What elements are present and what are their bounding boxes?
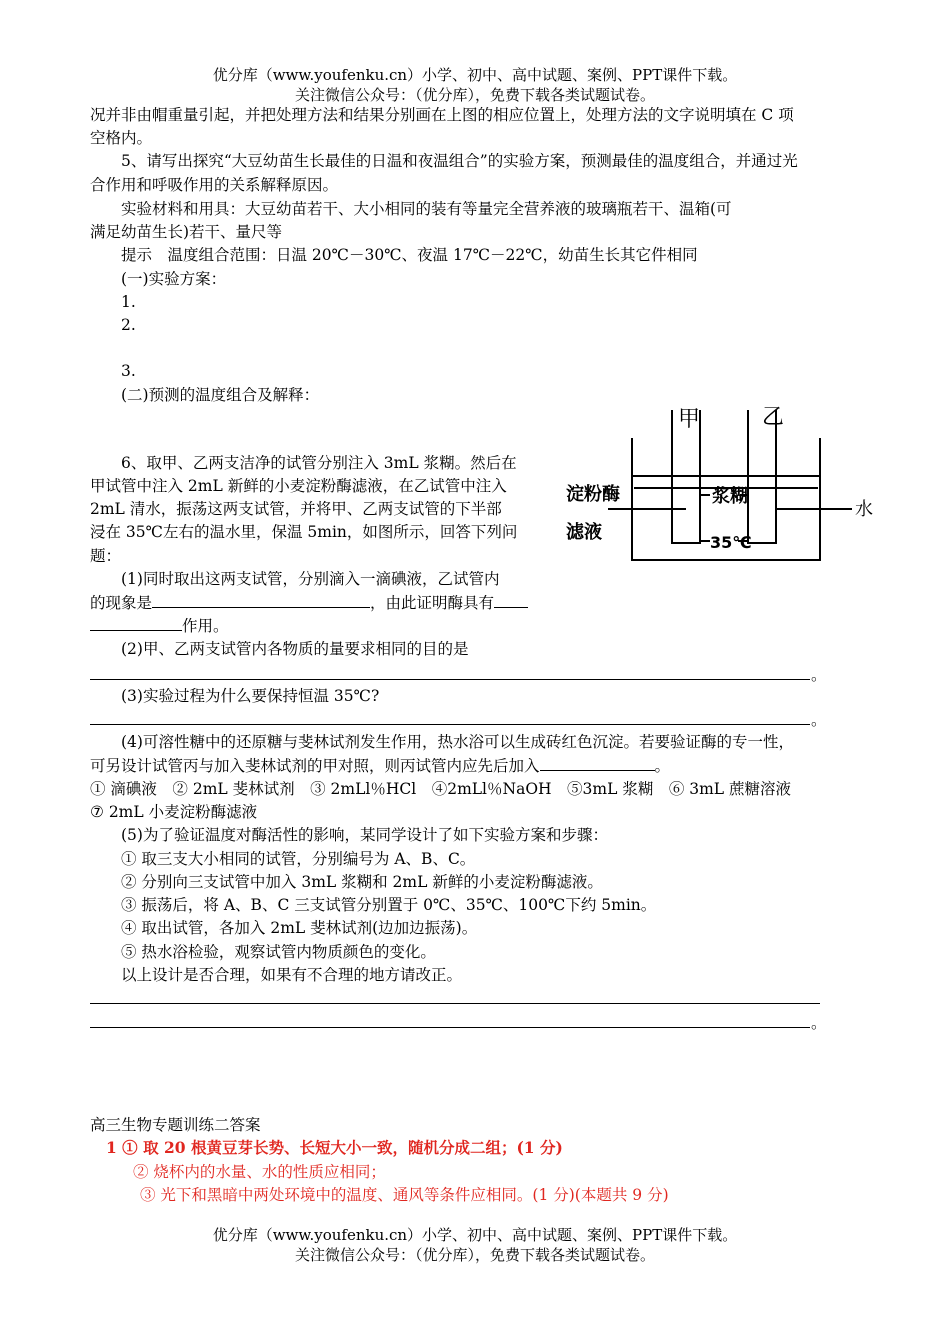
q6-line-5: 题： (90, 547, 122, 565)
label-water: 水 (855, 499, 873, 520)
q6-part1-line-2 (90, 591, 528, 614)
q5-line-5: 提示 温度组合范围：日温 20℃－30℃、夜温 17℃－22℃，幼苗生长其它件相同 (121, 246, 698, 264)
q6-part5-step-3: ③ 振荡后，将 A、B、C 三支试管分别置于 0℃、35℃、100℃下约 5min。 (121, 896, 657, 914)
q5-predict-heading: (二)预测的温度组合及解释： (121, 386, 320, 404)
header-line-2: 关注微信公众号：（优分库），免费下载各类试题试卷。 (294, 86, 655, 104)
q6-part1-line-1: (1)同时取出这两支试管，分别滴入一滴碘液，乙试管内 (121, 570, 500, 588)
q6-part4-option-7: ⑦ 2mL 小麦淀粉酶滤液 (90, 803, 258, 821)
q6-part1-line-3 (90, 614, 229, 637)
label-temp: 35℃ (710, 533, 752, 552)
q6-part4-line-2 (90, 754, 670, 777)
q6-part4-prefix: 可另设计试管丙与加入斐林试剂的甲对照，则丙试管内应先后加入 (90, 757, 540, 775)
q6-part4-period: 。 (654, 757, 671, 775)
answer-line-part3[interactable] (90, 724, 810, 725)
answer-title: 高三生物专题训练二答案 (90, 1116, 261, 1134)
period-part2: 。 (811, 666, 827, 684)
q6-part5-question: 以上设计是否合理，如果有不合理的地方请改正。 (121, 966, 463, 984)
q6-line-2: 甲试管中注入 2mL 新鲜的小麦淀粉酶滤液，在乙试管中注入 (90, 477, 507, 495)
answer-blank-enzyme-a[interactable] (494, 591, 528, 608)
q6-part3: (3)实验过程为什么要保持恒温 35℃? (121, 687, 380, 705)
q5-step-3: 3. (121, 362, 136, 380)
answer-blank-part4[interactable] (540, 754, 655, 771)
q5-line-3: 实验材料和用具：大豆幼苗若干、大小相同的装有等量完全营养液的玻璃瓶若干、温箱(可 (121, 200, 732, 218)
q5-plan-heading: (一)实验方案： (121, 270, 227, 288)
q5-step-2: 2. (121, 316, 136, 334)
footer-line-2: 关注微信公众号：（优分库），免费下载各类试题试卷。 (294, 1246, 655, 1264)
water-bath-figure (560, 398, 880, 573)
q5-line-1: 5、请写出探究“大豆幼苗生长最佳的日温和夜温组合”的实验方案，预测最佳的温度组合，并通过光 (121, 152, 798, 170)
q6-line-4: 浸在 35℃左右的温水里，保温 5min，如图所示，回答下列问 (90, 523, 518, 541)
answer-line-part5-a[interactable] (90, 1003, 820, 1004)
answer-blank-enzyme-b[interactable] (90, 614, 182, 631)
q6-part4-line-1: (4)可溶性糖中的还原糖与斐林试剂发生作用，热水浴可以生成砖红色沉淀。若要验证酶的专一性， (121, 733, 794, 751)
q6-line-3: 2mL 清水，振荡这两支试管，并将甲、乙两支试管的下半部 (90, 500, 502, 518)
q6-part5-step-2: ② 分别向三支试管中加入 3mL 浆糊和 2mL 新鲜的小麦淀粉酶滤液。 (121, 873, 603, 891)
label-yi: 乙 (762, 405, 785, 430)
answer-1-line-2: ② 烧杯内的水量、水的性质应相同； (133, 1163, 386, 1181)
answer-blank-phenomenon[interactable] (152, 591, 370, 608)
label-jia: 甲 (678, 407, 701, 432)
q6-part5-step-1: ① 取三支大小相同的试管，分别编号为 A、B、C。 (121, 850, 476, 868)
q6-part5-heading: (5)为了验证温度对酶活性的影响，某同学设计了如下实验方案和步骤： (121, 826, 608, 844)
q6-part1-prefix: 的现象是 (90, 594, 153, 612)
q6-part1-mid: ，由此证明酶具有 (370, 594, 495, 612)
label-paste: 浆糊 (712, 486, 748, 507)
q4-tail-line-2: 空格内。 (90, 129, 153, 147)
period-part5: 。 (811, 1014, 827, 1032)
q6-line-1: 6、取甲、乙两支洁净的试管分别注入 3mL 浆糊。然后在 (121, 454, 517, 472)
q6-part4-options: ① 滴碘液 ② 2mL 斐林试剂 ③ 2mLl％HCl ④2mLl％NaOH ⑤3mL 浆糊 ⑥ 3mL 蔗糖溶液 (90, 780, 792, 798)
label-filtrate: 滤液 (566, 522, 602, 543)
q6-part1-suffix: 作用。 (182, 617, 229, 635)
answer-line-part2[interactable] (90, 679, 810, 680)
answer-1-line-1: 1 ① 取 20 根黄豆芽长势、长短大小一致，随机分成二组；(1 分) (106, 1138, 563, 1157)
q6-part2: (2)甲、乙两支试管内各物质的量要求相同的目的是 (121, 640, 469, 658)
answer-line-part5-b[interactable] (90, 1027, 810, 1028)
period-part3: 。 (811, 711, 827, 729)
answer-1-line-3: ③ 光下和黑暗中两处环境中的温度、通风等条件应相同。(1 分)(本题共 9 分) (140, 1186, 669, 1204)
q6-part5-step-4: ④ 取出试管，各加入 2mL 斐林试剂(边加边振荡)。 (121, 919, 478, 937)
q5-line-2: 合作用和呼吸作用的关系解释原因。 (90, 176, 339, 194)
q5-step-1: 1. (121, 293, 136, 311)
q6-part5-step-5: ⑤ 热水浴检验，观察试管内物质颜色的变化。 (121, 943, 436, 961)
q5-line-4: 满足幼苗生长)若干、量尺等 (90, 223, 283, 241)
header-line-1: 优分库（www.youfenku.cn）小学、初中、高中试题、案例、PPT课件下载。 (212, 66, 738, 84)
label-enzyme: 淀粉酶 (566, 484, 620, 505)
footer-line-1: 优分库（www.youfenku.cn）小学、初中、高中试题、案例、PPT课件下载。 (212, 1226, 738, 1244)
q4-tail-line-1: 况并非由帽重量引起，并把处理方法和结果分别画在上图的相应位置上，处理方法的文字说明填在 C 项 (90, 106, 794, 124)
